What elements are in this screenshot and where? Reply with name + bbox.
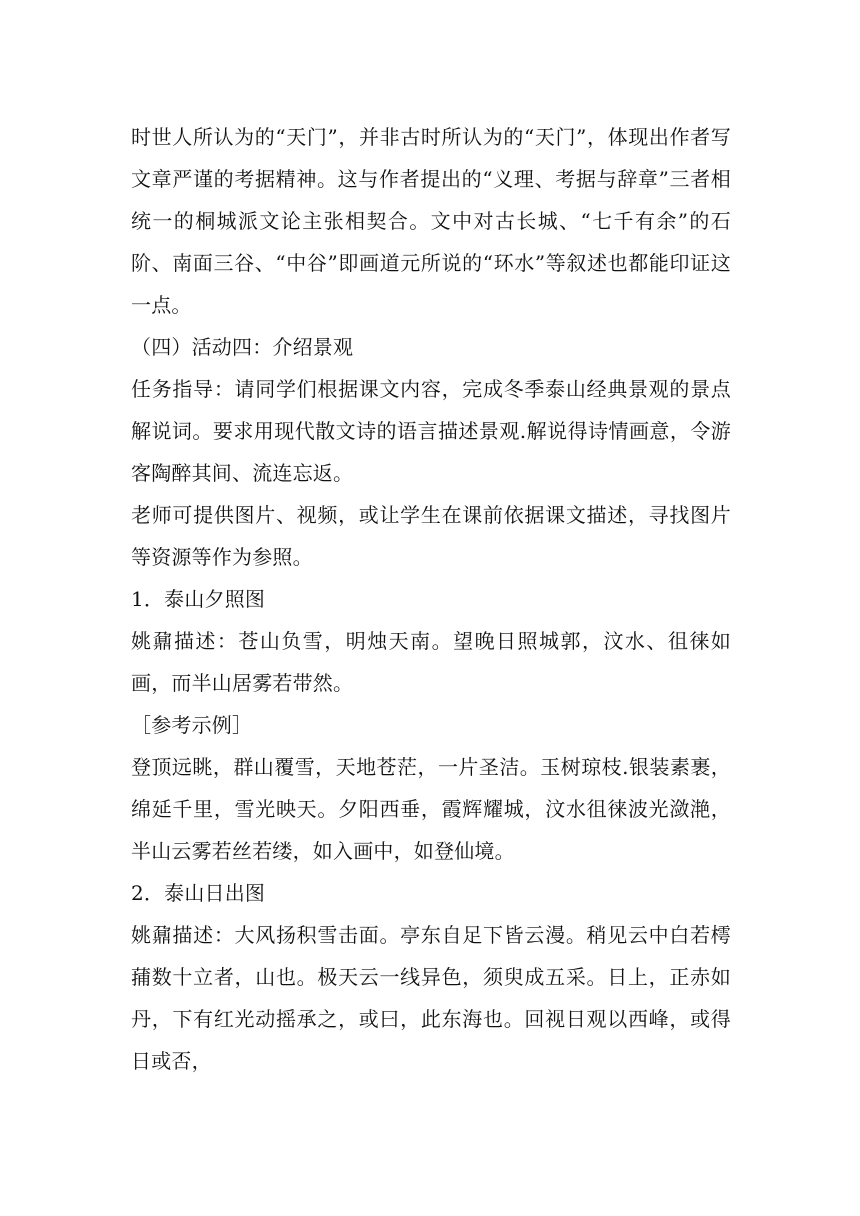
label-reference-example: ［参考示例］	[131, 713, 253, 737]
paragraph-tianmen-analysis: 时世人所认为的“天门”，并非古时所认为的“天门”，体现出作者写文章严谨的考据精神。这与作者提出的“义理、考据与辞章”三者相统一的桐城派文论主张相契合。文中对古长城、“七千有余”的石阶、南面三谷、“中谷”即画道元所说的“环水”等叙述也都能印证这一点。	[131, 125, 731, 317]
subheading-sunrise-scene: 2．泰山日出图	[131, 881, 266, 905]
paragraph-task-guidance: 任务指导：请同学们根据课文内容，完成冬季泰山经典景观的景点解说词。要求用现代散文诗的语言描述景观.解说得诗情画意，令游客陶醉其间、流连忘返。	[131, 377, 731, 485]
document-page	[131, 116, 731, 1082]
paragraph-yaonai-sunset-description: 姚鼐描述：苍山负雪，明烛天南。望晚日照城郭，汶水、徂徕如画，而半山居雾若带然。	[131, 629, 731, 695]
subheading-sunset-scene: 1．泰山夕照图	[131, 587, 266, 611]
paragraph-teacher-note: 老师可提供图片、视频，或让学生在课前依据课文描述，寻找图片等资源等作为参照。	[131, 503, 731, 569]
section-heading-activity-four: （四）活动四：介绍景观	[131, 335, 354, 359]
paragraph-yaonai-sunrise-description: 姚鼐描述：大风扬积雪击面。亭东自足下皆云漫。稍见云中白若樗蒱数十立者，山也。极天云一线异色，须臾成五采。日上，正赤如丹，下有红光动摇承之，或曰，此东海也。回视日观以西峰，或得日或否，	[131, 923, 731, 1073]
paragraph-sunset-example: 登顶远眺，群山覆雪，天地苍茫，一片圣洁。玉树琼枝.银装素裹，绵延千里，雪光映天。夕阳西垂，霞辉耀城，汶水徂徕波光潋滟，半山云雾若丝若缕，如入画中，如登仙境。	[131, 755, 731, 863]
